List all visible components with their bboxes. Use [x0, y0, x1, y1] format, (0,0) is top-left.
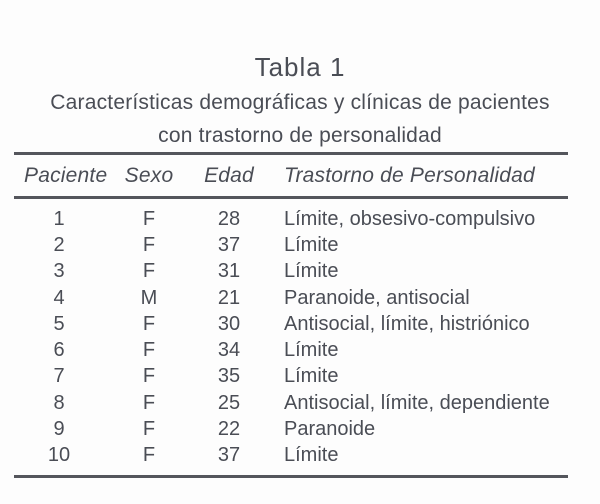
cell-sexo: F — [142, 260, 156, 283]
cell-edad: 21 — [217, 286, 241, 309]
cell-edad: 28 — [217, 207, 241, 230]
cell-edad: 22 — [217, 418, 241, 441]
cell-paciente: 2 — [53, 233, 65, 256]
cell-paciente: 4 — [53, 286, 65, 309]
cell-sexo: F — [142, 339, 156, 362]
table-bottom-rule — [14, 475, 568, 478]
table-row — [14, 285, 568, 311]
column-header-trastorno: Trastorno de Personalidad — [284, 163, 535, 187]
cell-paciente: 9 — [53, 418, 65, 441]
cell-edad: 25 — [217, 391, 241, 414]
cell-sexo: M — [140, 286, 158, 309]
cell-trastorno: Límite — [284, 339, 339, 362]
column-header-sexo: Sexo — [124, 163, 174, 187]
table-subtitle — [0, 86, 600, 152]
patients-table — [14, 152, 568, 478]
cell-trastorno: Antisocial, límite, histriónico — [284, 312, 530, 335]
cell-edad: 37 — [217, 444, 241, 467]
table-row — [14, 443, 568, 469]
cell-trastorno: Límite — [284, 233, 339, 256]
column-header-paciente: Paciente — [24, 163, 108, 187]
table-row — [14, 337, 568, 363]
cell-trastorno: Límite, obsesivo-compulsivo — [284, 207, 536, 230]
cell-trastorno: Límite — [284, 365, 339, 388]
cell-trastorno: Paranoide — [284, 418, 376, 441]
cell-trastorno: Paranoide, antisocial — [284, 286, 470, 309]
cell-edad: 37 — [217, 233, 241, 256]
cell-sexo: F — [142, 444, 156, 467]
cell-sexo: F — [142, 391, 156, 414]
cell-edad: 34 — [217, 339, 241, 362]
cell-sexo: F — [142, 365, 156, 388]
table-header-row — [14, 155, 568, 196]
table-body — [14, 199, 568, 475]
cell-sexo: F — [142, 312, 156, 335]
column-header-edad: Edad — [204, 163, 254, 187]
table-subtitle-line-2: con trastorno de personalidad — [158, 124, 442, 147]
table-row — [14, 311, 568, 337]
table-row — [14, 390, 568, 416]
table-subtitle-line-1: Características demográficas y clínicas de pacientes — [50, 91, 550, 114]
cell-paciente: 5 — [53, 312, 65, 335]
cell-paciente: 3 — [53, 260, 65, 283]
table-row — [14, 259, 568, 285]
cell-sexo: F — [142, 418, 156, 441]
cell-paciente: 8 — [53, 391, 65, 414]
cell-trastorno: Límite — [284, 260, 339, 283]
table-row — [14, 206, 568, 232]
cell-edad: 30 — [217, 312, 241, 335]
cell-trastorno: Antisocial, límite, dependiente — [284, 391, 550, 414]
table-row — [14, 364, 568, 390]
cell-edad: 31 — [217, 260, 241, 283]
cell-edad: 35 — [217, 365, 241, 388]
table-row — [14, 232, 568, 258]
table-row — [14, 416, 568, 442]
cell-trastorno: Límite — [284, 444, 339, 467]
cell-paciente: 7 — [53, 365, 65, 388]
table-title-block — [0, 52, 600, 152]
table-title: Tabla 1 — [254, 52, 346, 82]
cell-paciente: 1 — [53, 207, 65, 230]
cell-sexo: F — [142, 207, 156, 230]
cell-paciente: 6 — [53, 339, 65, 362]
cell-sexo: F — [142, 233, 156, 256]
cell-paciente: 10 — [47, 444, 71, 467]
